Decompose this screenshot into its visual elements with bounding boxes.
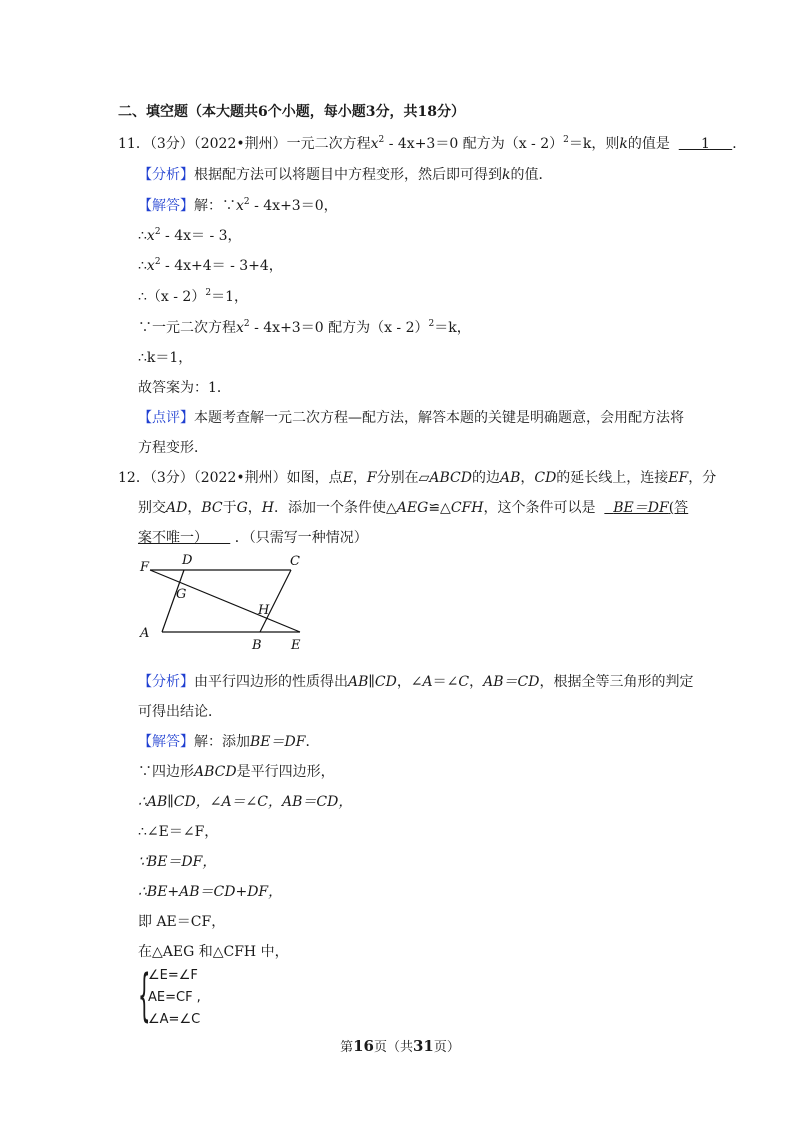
section-heading: 二、填空题（本大题共6个小题，每小题3分，共18分） <box>118 104 465 120</box>
comment-tag: 【点评】 <box>138 410 194 426</box>
variable: G <box>236 500 248 516</box>
variable: CFH <box>450 500 484 516</box>
analysis-text: ，∠ <box>396 674 423 690</box>
variable: CD <box>534 470 557 486</box>
question-12-stem-line-1 <box>118 468 716 488</box>
question-12-stem-line-2 <box>138 498 688 518</box>
solution-text: ． <box>305 734 320 750</box>
q12-analysis-line-2: 可得出结论． <box>138 704 222 720</box>
q11-comment <box>138 408 684 428</box>
question-12-stem-line-3 <box>138 528 368 548</box>
q11-solution-line-4 <box>138 287 248 307</box>
score-source: （3分）（2022•荆州） <box>149 136 287 152</box>
stem-text: ．（只需写一种情况） <box>234 530 368 546</box>
superscript: 2 <box>378 135 385 145</box>
analysis-tag: 【分析】 <box>138 674 194 690</box>
superscript: 2 <box>243 319 250 329</box>
answer-blank-cont <box>138 530 230 546</box>
solution-text: ∵四边形 <box>138 764 194 780</box>
left-brace: { <box>138 963 151 1028</box>
system-line-3: ∠A=∠C <box>148 1012 201 1027</box>
stem-text: ， <box>247 500 262 516</box>
stem-text: 分别在 <box>376 470 419 486</box>
stem-text: 如图，点 <box>286 470 343 486</box>
superscript: 2 <box>428 319 435 329</box>
page-footer <box>0 1036 800 1055</box>
page-number: 16 <box>353 1037 374 1055</box>
variable: E <box>342 470 353 486</box>
variable: EF <box>668 470 689 486</box>
q12-solution-line-1 <box>138 732 319 752</box>
equation: ＝k，则 <box>568 136 620 152</box>
stem-text: ， <box>352 470 367 486</box>
q12-solution-line-2 <box>138 762 335 782</box>
analysis-text: ＝∠ <box>432 674 459 690</box>
solution-text: ∴（x - 2） <box>138 289 206 305</box>
variable: x <box>146 258 155 274</box>
q11-solution-line-7: 故答案为：1． <box>138 380 231 396</box>
solution-text: - 4x+4＝ - 3+4， <box>160 258 283 274</box>
solution-text: ∴ <box>138 258 147 274</box>
solution-tag: 【解答】 <box>138 198 194 214</box>
solution-text: ＝1， <box>211 289 248 305</box>
solution-text: ＝k， <box>434 320 471 336</box>
analysis-text: ，根据全等三角形的判定 <box>539 674 694 690</box>
answer-note: (答 <box>668 500 689 516</box>
stem-text: 的值是 <box>627 136 670 152</box>
analysis-text: 根据配方法可以将题目中方程变形，然后即可得到 <box>194 167 502 183</box>
q12-solution-line-5: ∵BE＝DF， <box>138 854 217 870</box>
q12-solution-line-7: 即 AE＝CF， <box>138 914 226 930</box>
stem-text: ， <box>187 500 202 516</box>
label-d: D <box>182 553 193 568</box>
answer-value: BE＝DF <box>613 500 669 516</box>
variable: x <box>146 228 155 244</box>
analysis-text: 由平行四边形的性质得出 <box>194 674 348 690</box>
stem-text: ．添加一个条件使△ <box>274 500 397 516</box>
system-line-1: ∠E=∠F <box>148 968 198 983</box>
variable: x <box>236 198 244 214</box>
label-f: F <box>140 560 150 575</box>
q11-solution-line-3 <box>138 256 283 276</box>
superscript: 2 <box>243 197 250 207</box>
superscript: 2 <box>154 257 161 267</box>
q12-solution-line-4: ∴∠E＝∠F， <box>138 824 219 840</box>
segment-bc <box>260 570 291 632</box>
variable: x <box>236 320 244 336</box>
q11-comment-line-2: 方程变形． <box>138 440 208 456</box>
stem-text: ，分 <box>688 470 717 486</box>
solution-text: 是平行四边形， <box>236 764 335 780</box>
footer-text: 页（共 <box>373 1040 413 1055</box>
q11-solution-line-6: ∴k＝1， <box>138 350 193 366</box>
superscript: 2 <box>563 135 569 145</box>
stem-text: 别交 <box>138 500 166 516</box>
variable: AB <box>499 470 521 486</box>
score-source: （3分）（2022•荆州） <box>149 470 287 486</box>
superscript: 2 <box>205 288 212 298</box>
solution-text: 解：∵ <box>194 198 236 214</box>
label-e: E <box>291 638 301 653</box>
stem-text: ≌△ <box>428 500 451 516</box>
solution-text: - 4x＝ - 3， <box>160 228 242 244</box>
variable: BC <box>201 500 223 516</box>
analysis-tag: 【分析】 <box>138 167 194 183</box>
total-pages: 31 <box>413 1037 434 1055</box>
q12-analysis-line-1 <box>138 672 693 692</box>
solution-tag: 【解答】 <box>138 734 194 750</box>
stem-text: 的延长线上，连接 <box>556 470 669 486</box>
solution-text: - 4x+3＝0， <box>249 198 338 214</box>
label-b: B <box>252 638 262 653</box>
variable: AB＝CD <box>483 674 540 690</box>
system-line-2: AE=CF , <box>148 990 201 1005</box>
variable: k <box>619 136 628 152</box>
label-c: C <box>290 554 300 569</box>
solution-text: ∵一元二次方程 <box>138 320 236 336</box>
solution-text: 解：添加 <box>194 734 250 750</box>
solution-text: - 4x+3＝0 配方为（x - 2） <box>249 320 429 336</box>
label-g: G <box>176 587 187 602</box>
variable: AD <box>166 500 188 516</box>
footer-text: 页） <box>433 1040 460 1055</box>
stem-text: ，这个条件可以是 <box>483 500 596 516</box>
punctuation: ． <box>732 136 747 152</box>
q12-solution-line-6: ∴BE+AB＝CD+DF， <box>138 884 283 900</box>
q12-solution-line-8: 在△AEG 和△CFH 中， <box>138 944 289 960</box>
variable: ▱ABCD <box>418 470 472 486</box>
answer-blank <box>604 500 688 516</box>
variable: AEG <box>396 500 429 516</box>
analysis-text: ， <box>469 674 484 690</box>
variable: H <box>261 500 275 516</box>
parallelogram-figure <box>136 552 316 654</box>
variable: F <box>366 470 377 486</box>
stem-text: 于 <box>222 500 237 516</box>
q11-solution-line-2 <box>138 226 242 246</box>
variable: C <box>458 674 470 690</box>
q12-solution-line-3: ∴AB∥CD，∠A＝∠C，AB＝CD， <box>138 794 353 810</box>
stem-text: 的边 <box>471 470 500 486</box>
variable: k <box>502 167 511 183</box>
variable: BE＝DF <box>250 734 306 750</box>
superscript: 2 <box>154 227 161 237</box>
variable: AB∥CD <box>348 674 397 690</box>
question-11-stem <box>118 134 746 154</box>
answer-value: 1 <box>701 136 710 152</box>
equation: x <box>370 136 379 152</box>
solution-text: ∴ <box>138 228 147 244</box>
comment-text: 本题考查解一元二次方程—配方法，解答本题的关键是明确题意，会用配方法将 <box>194 410 684 426</box>
question-number: 11． <box>118 136 150 152</box>
q11-analysis <box>138 165 552 185</box>
answer-note: 案不唯一） <box>138 530 208 546</box>
stem-text: 一元二次方程 <box>286 136 371 152</box>
variable: ABCD <box>194 764 237 780</box>
variable: A <box>422 674 433 690</box>
equation: - 4x+3＝0 配方为（x - 2） <box>384 136 564 152</box>
label-h: H <box>258 603 270 618</box>
q11-solution-line-1 <box>138 196 338 216</box>
label-a: A <box>140 626 150 641</box>
analysis-text: 的值． <box>510 167 553 183</box>
question-number: 12． <box>118 470 150 486</box>
stem-text: ， <box>520 470 535 486</box>
q11-solution-line-5 <box>138 318 471 338</box>
footer-text: 第 <box>340 1040 354 1055</box>
answer-blank <box>679 136 732 152</box>
